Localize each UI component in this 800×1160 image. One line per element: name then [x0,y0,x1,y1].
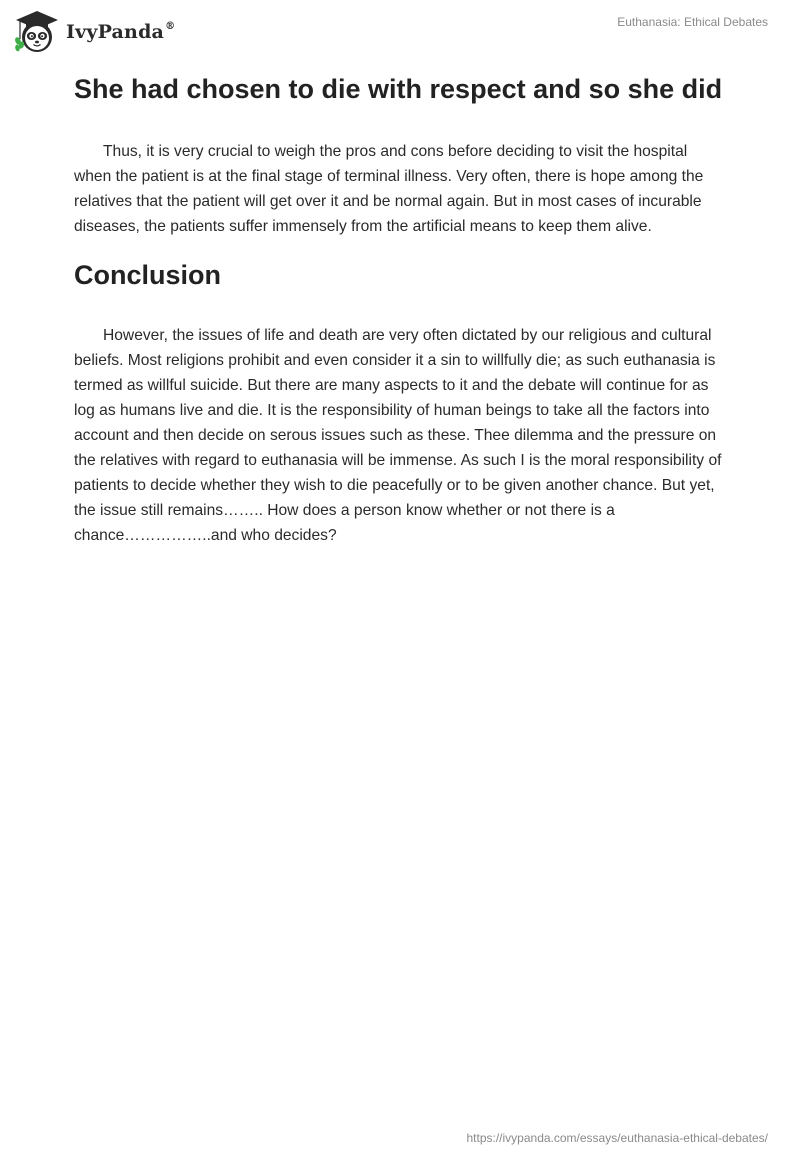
brand-logo[interactable] [14,8,175,56]
conclusion-heading: Conclusion [74,260,221,290]
body-paragraph: Thus, it is very crucial to weigh the pros and cons before deciding to visit the hospital when the patient is at the final stage of terminal illness. Very often, there is hope among the relatives that the patient will get over it and be normal again. But in most cases of incurable diseases, the patients suffer immensely from the artificial means to keep them alive. [74,143,704,235]
source-url[interactable]: https://ivypanda.com/essays/euthanasia-ethical-debates/ [466,1131,768,1145]
article-body [74,70,726,548]
panda-logo-icon [14,9,60,55]
page-header [0,0,800,60]
brand-name: IvyPanda® [66,21,176,43]
section-heading: She had chosen to die with respect and so she did [74,74,723,104]
registered-mark: ® [165,21,176,32]
running-title: Euthanasia: Ethical Debates [617,15,768,29]
conclusion-paragraph: However, the issues of life and death are very often dictated by our religious and cultural beliefs. Most religions prohibit and even consider it a sin to willfully die; as such euthanasia is termed as willful suicide. But there are many aspects to it and the debate will continue for as log as humans live and die. It is the responsibility of human beings to take all the factors into account and then decide on serous issues such as these. Thee dilemma and the pressure on the relatives with regard to euthanasia will be immense. As such I is the moral responsibility of patients to decide whether they wish to die peacefully or to be given another chance. But yet, the issue still remains…….. How does a person know whether or not there is a chance……………..and who decides? [74,327,722,544]
